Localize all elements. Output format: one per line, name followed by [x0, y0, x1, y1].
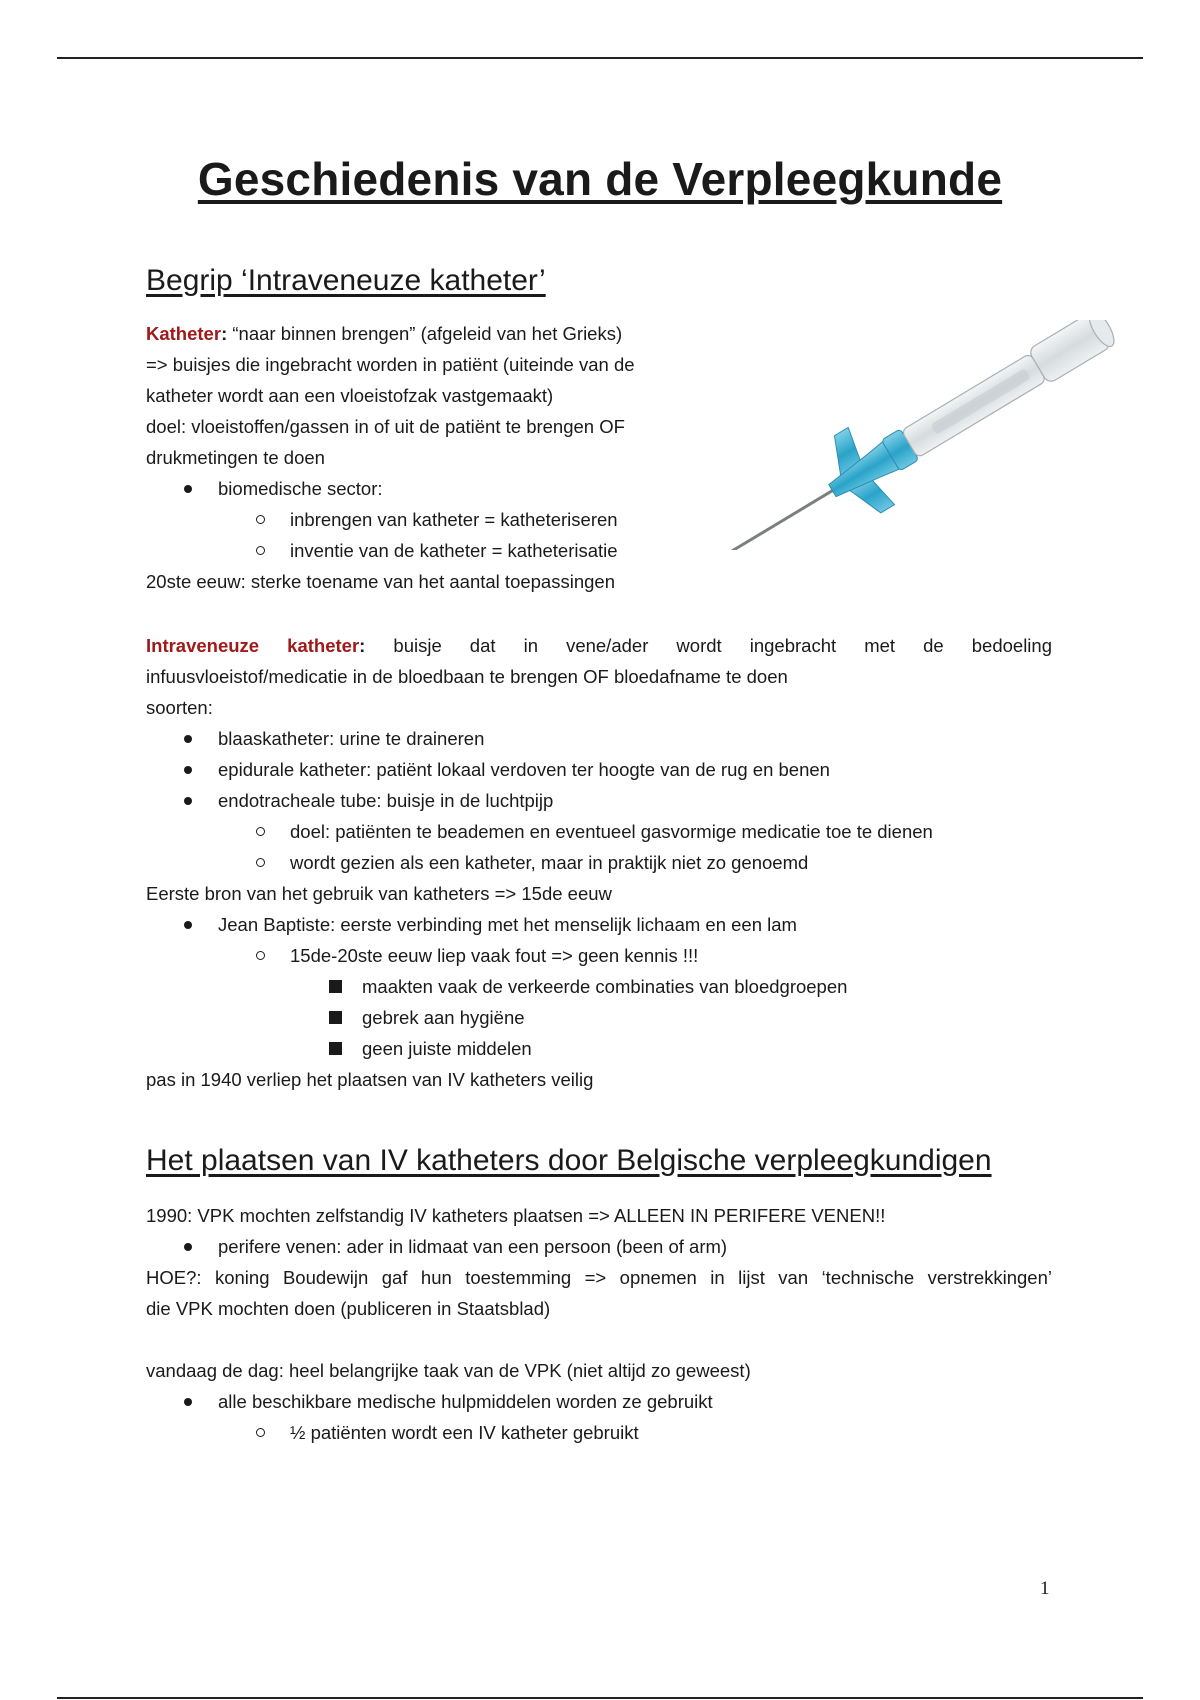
bullet-circle-icon: [256, 515, 265, 524]
iv-def-text: buisje dat in vene/ader wordt ingebracht met de bedoeling: [365, 635, 1052, 656]
sub-list-item: wordt gezien als een katheter, maar in praktijk niet zo genoemd: [146, 847, 1052, 878]
paragraph-line: katheter wordt aan een vloeistofzak vastgemaakt): [146, 385, 554, 406]
paragraph-line: vandaag de dag: heel belangrijke taak van de VPK (niet altijd zo geweest): [146, 1360, 751, 1381]
bullet-square-icon: [329, 1011, 342, 1024]
section-begrip-body: [146, 318, 691, 597]
paragraph-line: 1990: VPK mochten zelfstandig IV katheters plaatsen => ALLEEN IN PERIFERE VENEN!!: [146, 1205, 886, 1226]
bullet-circle-icon: [256, 951, 265, 960]
bottom-rule: [57, 1697, 1143, 1699]
paragraph-line: 20ste eeuw: sterke toename van het aantal toepassingen: [146, 571, 615, 592]
bullet-dot-icon: [184, 485, 192, 493]
katheter-definition: Katheter: “naar binnen brengen” (afgeleid van het Grieks): [146, 323, 623, 344]
bullet-dot-icon: [184, 735, 192, 743]
bullet-dot-icon: [184, 1243, 192, 1251]
term-intraveneuze-katheter: Intraveneuze katheter: [146, 635, 360, 656]
katheter-def-text: “naar binnen brengen” (afgeleid van het Grieks): [227, 323, 623, 344]
iv-catheter-image: [715, 320, 1135, 550]
sub-sub-list-item: gebrek aan hygiëne: [146, 1002, 1052, 1033]
paragraph-line: drukmetingen te doen: [146, 447, 325, 468]
sub-list-item: inventie van de katheter = katheterisatie: [146, 535, 691, 566]
bullet-circle-icon: [256, 827, 265, 836]
paragraph-line: HOE?: koning Boudewijn gaf hun toestemming => opnemen in lijst van ‘technische verstrekkingen’: [146, 1267, 1052, 1288]
page-title: Geschiedenis van de Verpleegkunde: [197, 153, 1003, 205]
term-katheter: Katheter: [146, 323, 222, 344]
sub-sub-list-item: maakten vaak de verkeerde combinaties van bloedgroepen: [146, 971, 1052, 1002]
paragraph-line: infuusvloeistof/medicatie in de bloedbaan te brengen OF bloedafname te doen: [146, 666, 788, 687]
bullet-square-icon: [329, 980, 342, 993]
list-item: perifere venen: ader in lidmaat van een persoon (been of arm): [146, 1231, 1052, 1262]
bullet-dot-icon: [184, 1398, 192, 1406]
bullet-circle-icon: [256, 858, 265, 867]
list-item: endotracheale tube: buisje in de luchtpijp: [146, 785, 1052, 816]
sub-list-item: ½ patiënten wordt een IV katheter gebruikt: [146, 1417, 1052, 1448]
paragraph-line: soorten:: [146, 697, 213, 718]
paragraph-line: => buisjes die ingebracht worden in patiënt (uiteinde van de: [146, 354, 635, 375]
bullet-circle-icon: [256, 1428, 265, 1437]
paragraph-line: Eerste bron van het gebruik van katheters => 15de eeuw: [146, 883, 612, 904]
bullet-circle-icon: [256, 546, 265, 555]
list-item: blaaskatheter: urine te draineren: [146, 723, 1052, 754]
section-heading-begrip: Begrip ‘Intraveneuze katheter’: [146, 264, 546, 297]
paragraph-line: doel: vloeistoffen/gassen in of uit de patiënt te brengen OF: [146, 416, 625, 437]
list-item: epidurale katheter: patiënt lokaal verdoven ter hoogte van de rug en benen: [146, 754, 1052, 785]
list-item: biomedische sector:: [146, 473, 691, 504]
bullet-dot-icon: [184, 766, 192, 774]
page-number: 1: [1040, 1578, 1050, 1599]
bullet-square-icon: [329, 1042, 342, 1055]
bullet-dot-icon: [184, 921, 192, 929]
sub-list-item: inbrengen van katheter = katheteriseren: [146, 504, 691, 535]
paragraph-line: die VPK mochten doen (publiceren in Staatsblad): [146, 1298, 551, 1319]
list-item: alle beschikbare medische hulpmiddelen worden ze gebruikt: [146, 1386, 1052, 1417]
iv-definition: Intraveneuze katheter: buisje dat in vene/ader wordt ingebracht met de bedoeling: [146, 635, 1052, 656]
sub-sub-list-item: geen juiste middelen: [146, 1033, 1052, 1064]
paragraph-line: pas in 1940 verliep het plaatsen van IV katheters veilig: [146, 1069, 594, 1090]
bullet-dot-icon: [184, 797, 192, 805]
section-plaatsen-body: [146, 1200, 1052, 1448]
section-heading-plaatsen: Het plaatsen van IV katheters door Belgische verpleegkundigen: [146, 1144, 992, 1177]
list-item: Jean Baptiste: eerste verbinding met het menselijk lichaam en een lam: [146, 909, 1052, 940]
sub-list-item: doel: patiënten te beademen en eventueel gasvormige medicatie toe te dienen: [146, 816, 1052, 847]
top-rule: [57, 57, 1143, 59]
section-iv-body: [146, 630, 1052, 1095]
sub-list-item: 15de-20ste eeuw liep vaak fout => geen kennis !!!: [146, 940, 1052, 971]
